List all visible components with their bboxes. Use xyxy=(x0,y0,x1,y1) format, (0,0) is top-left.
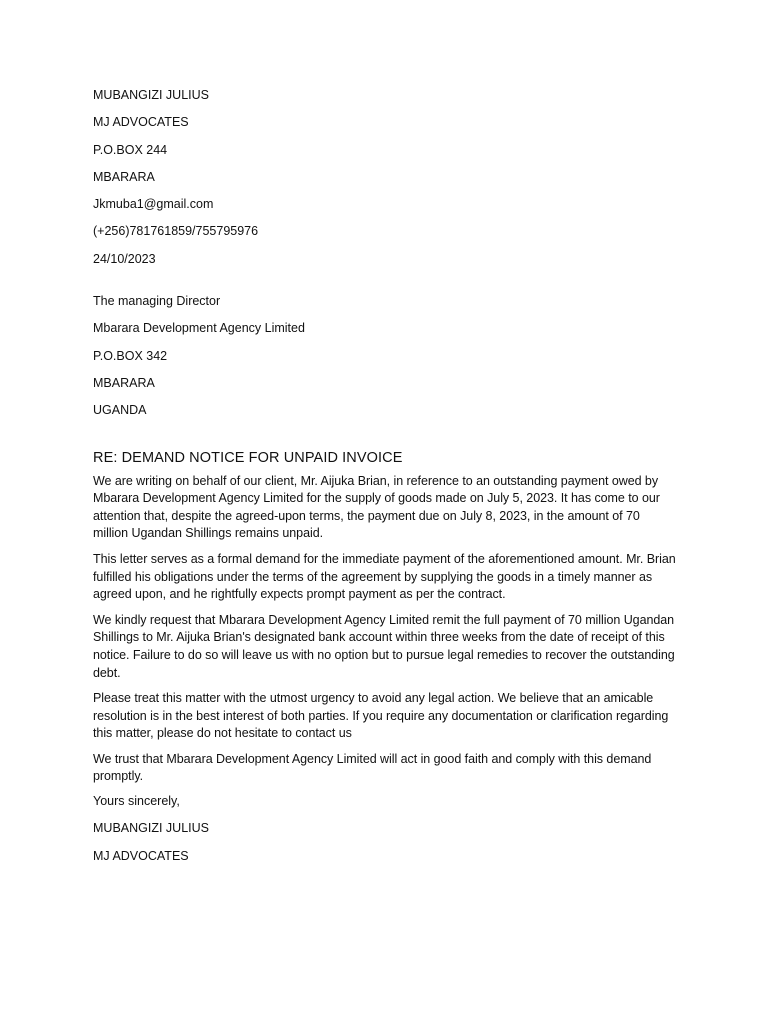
body-paragraph: Please treat this matter with the utmost urgency to avoid any legal action. We believe that an amicable resolution is in the best interest of both parties. If you require any documentation or clarification regarding this matter, please do not hesitate to contact us xyxy=(93,691,669,741)
sender-firm: MJ ADVOCATES xyxy=(93,115,189,130)
closing-block xyxy=(93,794,678,864)
closing-firm: MJ ADVOCATES xyxy=(93,848,189,863)
sender-po-box: P.O.BOX 244 xyxy=(93,142,168,157)
letter-date: 24/10/2023 xyxy=(93,251,156,266)
spacer xyxy=(93,279,678,294)
letter-body xyxy=(93,473,678,787)
recipient-organization: Mbarara Development Agency Limited xyxy=(93,321,305,336)
recipient-block xyxy=(93,294,678,418)
sender-name: MUBANGIZI JULIUS xyxy=(93,88,209,102)
letter-page xyxy=(93,88,678,876)
closing-name: MUBANGIZI JULIUS xyxy=(93,821,209,836)
sender-city: MBARARA xyxy=(93,169,155,184)
body-paragraph: We are writing on behalf of our client, Mr. Aijuka Brian, in reference to an outstanding payment owed by Mbarara Development Agency Limited for the supply of goods made on July 5, 2023. It has come to our attention that, despite the agreed-upon terms, the payment due on July 8, 2023, in the amount of 70 million Ugandan Shillings remains unpaid. xyxy=(93,473,660,541)
sender-block xyxy=(93,88,678,267)
closing-salutation: Yours sincerely, xyxy=(93,794,180,809)
body-paragraph: This letter serves as a formal demand for the immediate payment of the aforementioned amount. Mr. Brian fulfilled his obligations under the terms of the agreement by supplying the goods in a timely manner as agreed upon, and he rightfully expects prompt payment as per the contract. xyxy=(93,551,676,602)
recipient-city: MBARARA xyxy=(93,375,155,390)
sender-phone: (+256)781761859/755795976 xyxy=(93,224,259,239)
recipient-po-box: P.O.BOX 342 xyxy=(93,348,168,363)
subject-heading: RE: DEMAND NOTICE FOR UNPAID INVOICE xyxy=(93,449,403,466)
body-paragraph: We kindly request that Mbarara Development Agency Limited remit the full payment of 70 million Ugandan Shillings to Mr. Aijuka Brian's designated bank account within three weeks from the date of receipt of this notice. Failure to do so will leave us with no option but to pursue legal remedies to recover the outstanding debt. xyxy=(93,612,675,680)
body-paragraph: We trust that Mbarara Development Agency Limited will act in good faith and comply with this demand promptly. xyxy=(93,751,652,784)
recipient-country: UGANDA xyxy=(93,403,147,418)
spacer xyxy=(93,431,678,449)
sender-email: Jkmuba1@gmail.com xyxy=(93,197,214,212)
recipient-title: The managing Director xyxy=(93,294,221,309)
